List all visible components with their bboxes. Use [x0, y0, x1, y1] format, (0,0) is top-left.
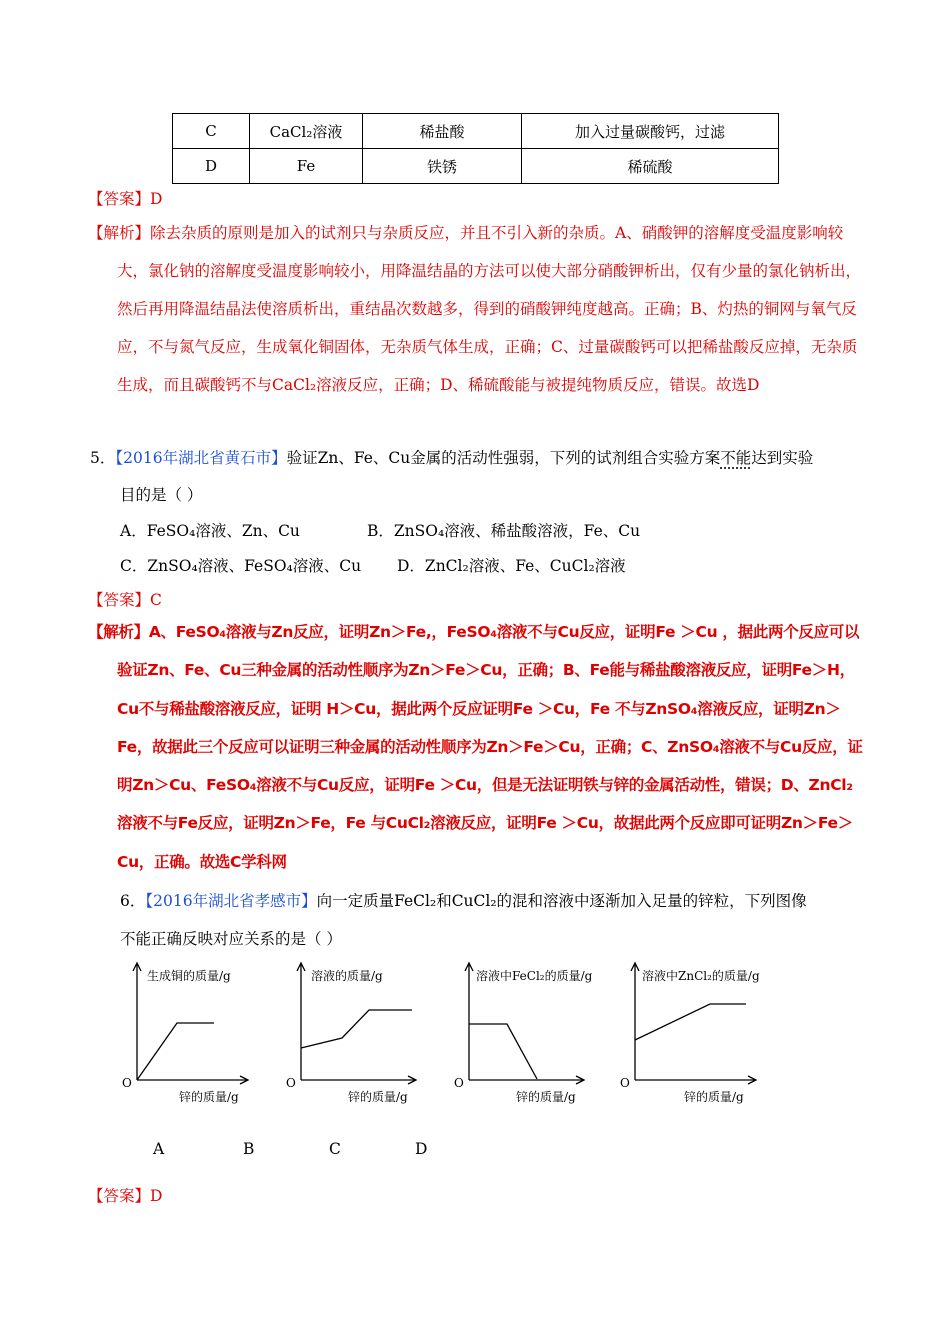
- graph-b: [284, 958, 419, 1108]
- question-stem: 向一定质量FeCl₂和CuCl₂的混和溶液中逐渐加入足量的锌粒，下列图像: [316, 892, 807, 910]
- graph-a: [120, 958, 250, 1108]
- graph-xlabel: 锌的质量/g: [348, 1090, 408, 1104]
- q5-answer: [88, 590, 162, 610]
- choice-c-label: C: [329, 1140, 341, 1158]
- q5-stem-line2: 目的是（ ）: [120, 486, 203, 504]
- answer-value: D: [150, 1187, 163, 1205]
- graph-d: [618, 958, 763, 1108]
- answer-value: D: [150, 190, 163, 208]
- graph-ylabel: 溶液中FeCl₂的质量/g: [476, 969, 593, 983]
- graph-origin: O: [454, 1076, 464, 1090]
- graph-c: [452, 958, 592, 1108]
- table-row: [173, 149, 779, 184]
- choice-a-label: A: [153, 1140, 165, 1158]
- q6-answer: [88, 1186, 162, 1206]
- answer-value: C: [150, 591, 162, 609]
- table-cell-label: C: [173, 114, 250, 149]
- graph-curve: [469, 1024, 537, 1079]
- question-stem: 验证Zn、Fe、Cu金属的活动性强弱，下列的试剂组合实验方案: [286, 449, 721, 467]
- table-cell-impurity: 铁锈: [363, 149, 522, 184]
- answer-tag: 【答案】: [88, 591, 151, 609]
- question-number: 6．: [120, 892, 146, 910]
- q6-stem-line1: [120, 891, 807, 911]
- answer-tag: 【答案】: [88, 1187, 151, 1205]
- graph-curve: [301, 1010, 412, 1048]
- table-cell-method: 稀硫酸: [522, 149, 779, 184]
- graph-origin: O: [620, 1076, 630, 1090]
- q5-analysis: [88, 613, 866, 881]
- analysis-tag: 【解析】: [88, 224, 151, 242]
- graph-ylabel: 溶液中ZnCl₂的质量/g: [642, 969, 760, 983]
- table-row: [173, 114, 779, 149]
- graph-curve: [635, 1004, 746, 1040]
- q6-stem-line2: 不能正确反映对应关系的是（ ）: [120, 930, 342, 948]
- q4-analysis: [88, 214, 866, 404]
- question-stem-end: 达到实验: [751, 449, 814, 467]
- table-cell-substance: CaCl₂溶液: [250, 114, 363, 149]
- q5-option-b: B．ZnSO₄溶液、稀盐酸溶液，Fe、Cu: [367, 522, 641, 540]
- q4-answer: [88, 189, 162, 209]
- q5-option-d: D．ZnCl₂溶液、Fe、CuCl₂溶液: [397, 557, 626, 575]
- graph-ylabel: 生成铜的质量/g: [147, 969, 231, 983]
- question-source: 【2016年湖北省孝感市】: [145, 892, 317, 910]
- graph-xlabel: 锌的质量/g: [684, 1090, 744, 1104]
- q5-option-a: A．FeSO₄溶液、Zn、Cu: [120, 522, 300, 540]
- q5-option-c: C．ZnSO₄溶液、FeSO₄溶液、Cu: [120, 557, 362, 575]
- table-cell-substance: Fe: [250, 149, 363, 184]
- graph-origin: O: [122, 1076, 132, 1090]
- question-number: 5．: [90, 449, 116, 467]
- graph-ylabel: 溶液的质量/g: [311, 969, 383, 983]
- question-source: 【2016年湖北省黄石市】: [115, 449, 287, 467]
- choice-d-label: D: [415, 1140, 428, 1158]
- answer-tag: 【答案】: [88, 190, 151, 208]
- q5-stem-line1: [90, 448, 813, 468]
- table-cell-method: 加入过量碳酸钙，过滤: [522, 114, 779, 149]
- graph-origin: O: [286, 1076, 296, 1090]
- graph-xlabel: 锌的质量/g: [179, 1090, 239, 1104]
- table-cell-label: D: [173, 149, 250, 184]
- table-cell-impurity: 稀盐酸: [363, 114, 522, 149]
- question-emphasis: 不能: [720, 449, 752, 467]
- analysis-text: 除去杂质的原则是加入的试剂只与杂质反应，并且不引入新的杂质。A、硝酸钾的溶解度受温度影响较大，氯化钠的溶解度受温度影响较小，用降温结晶的方法可以使大部分硝酸钾析出，仅有少量的氯化钠析出，然后再用降温结晶法使溶质析出，重结晶次数越多，得到的硝酸钾纯度越高。正确；B、灼热的铜网与氧气反应，不与氮气反应，生成氧化铜固体，无杂质气体生成，正确；C、过量碳酸钙可以把稀盐酸反应掉，无杂质生成，而且碳酸钙不与CaCl₂溶液反应，正确；D、稀硫酸能与被提纯物质反应，错误。故选D: [117, 224, 862, 394]
- graph-xlabel: 锌的质量/g: [516, 1090, 576, 1104]
- choice-b-label: B: [243, 1140, 255, 1158]
- graph-curve: [137, 1023, 214, 1080]
- analysis-tag: 【解析】: [88, 623, 149, 641]
- analysis-text: A、FeSO₄溶液与Zn反应，证明Zn＞Fe,，FeSO₄溶液不与Cu反应，证明Fe ＞Cu ，据此两个反应可以验证Zn、Fe、Cu三种金属的活动性顺序为Zn＞Fe＞Cu，正确；B、Fe能与稀盐酸溶液反应，证明Fe＞H，Cu不与稀盐酸溶液反应，证明 H＞Cu，据此两个反应证明Fe ＞Cu，Fe 不与ZnSO₄溶液反应，证明Zn＞Fe，故据此三个反应可以证明三种金属的活动性顺序为Zn＞Fe＞Cu，正确；C、ZnSO₄溶液不与Cu反应，证明Zn＞Cu、FeSO₄溶液不与Cu反应，证明Fe ＞Cu，但是无法证明铁与锌的金属活动性，错误；D、ZnCl₂溶液不与Fe反应，证明Zn＞Fe，Fe 与CuCl₂溶液反应，证明Fe ＞Cu，故据此两个反应即可证明Zn＞Fe＞Cu，正确。故选C学科网: [117, 623, 863, 871]
- options-table: [172, 113, 779, 184]
